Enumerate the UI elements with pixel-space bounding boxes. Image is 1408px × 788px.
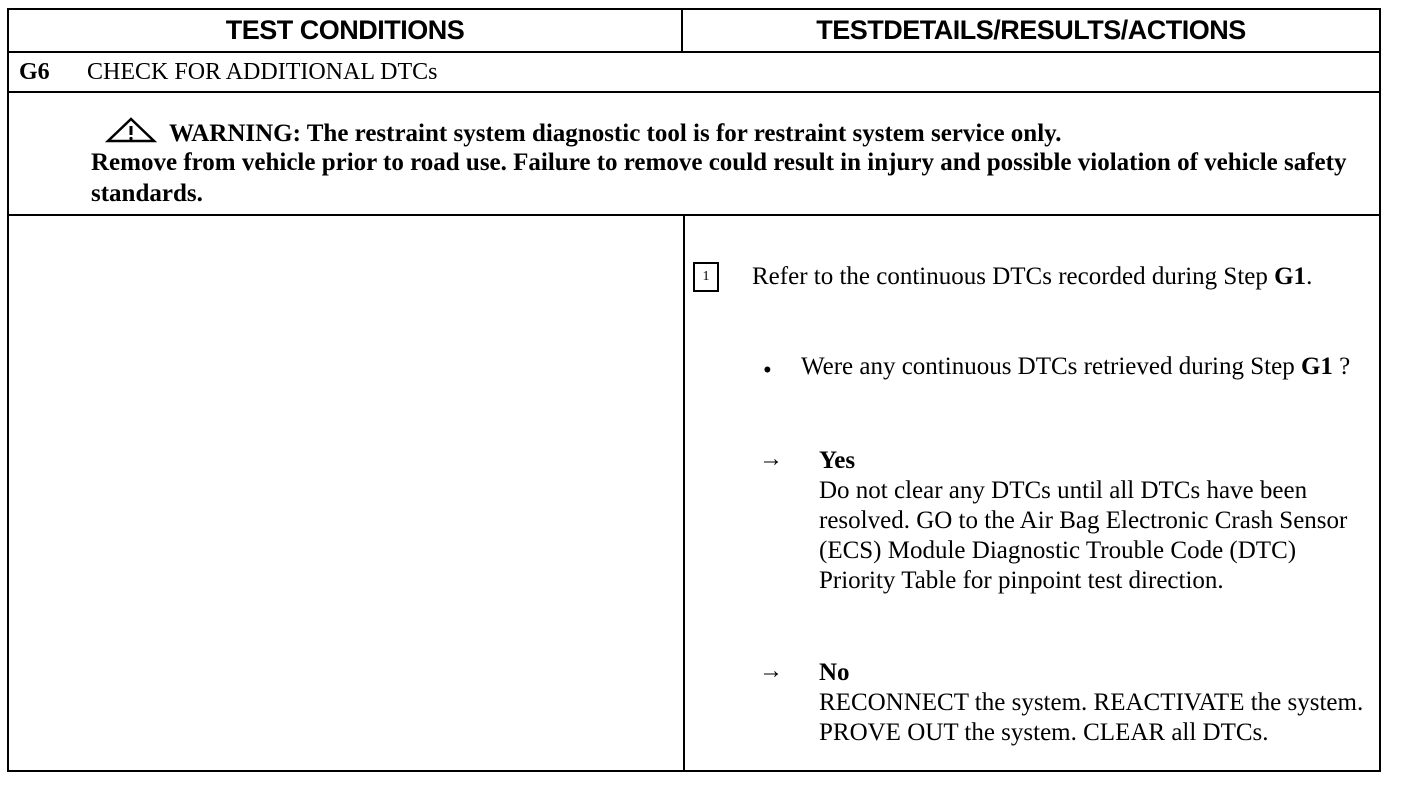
- diagnostic-table: [7, 8, 1381, 772]
- no-option: [819, 658, 1369, 748]
- instruction-prefix: Refer to the continuous DTCs recorded during Step: [752, 263, 1275, 290]
- no-text: RECONNECT the system. REACTIVATE the system. PROVE OUT the system. CLEAR all DTCs.: [819, 689, 1364, 746]
- header-test-conditions: TEST CONDITIONS: [9, 10, 683, 51]
- no-label: No: [819, 659, 850, 686]
- warning-first-line: [105, 117, 1062, 149]
- yes-option: [819, 446, 1369, 596]
- question-suffix: ?: [1332, 353, 1351, 380]
- yes-arrow-icon: →: [759, 446, 783, 472]
- yes-label: Yes: [819, 447, 856, 474]
- instruction-text: [752, 262, 1372, 292]
- step-title-row: [9, 53, 1379, 93]
- step-title: CHECK FOR ADDITIONAL DTCs: [87, 59, 438, 85]
- instruction-suffix: .: [1306, 263, 1313, 290]
- no-arrow-icon: →: [759, 658, 783, 684]
- warning-row: [9, 93, 1379, 216]
- warning-body: Remove from vehicle prior to road use. Failure to remove could result in injury and possible violation of vehicle safety standards.: [91, 149, 1347, 207]
- bullet-icon: •: [763, 357, 772, 384]
- step-body-row: [9, 216, 1379, 770]
- warning-heading: WARNING: The restraint system diagnostic tool is for restraint system service only.: [169, 120, 1062, 147]
- test-conditions-cell: [9, 216, 685, 770]
- yes-text: Do not clear any DTCs until all DTCs have been resolved. GO to the Air Bag Electronic Crash Sensor (ECS) Module Diagnostic Trouble Code (DTC) Priority Table for pinpoint test direction.: [819, 477, 1348, 594]
- step-id: G6: [19, 59, 50, 85]
- instruction-step-ref: G1: [1274, 263, 1307, 290]
- test-details-cell: [685, 216, 1379, 770]
- question-prefix: Were any continuous DTCs retrieved during Step: [801, 353, 1301, 380]
- question-text: [801, 352, 1361, 382]
- action-number-box: 1: [693, 262, 719, 292]
- question-step-ref: G1: [1300, 353, 1333, 380]
- warning-triangle-icon: [105, 117, 157, 143]
- header-test-details: TESTDETAILS/RESULTS/ACTIONS: [816, 15, 1246, 45]
- table-header-row: [9, 10, 1379, 53]
